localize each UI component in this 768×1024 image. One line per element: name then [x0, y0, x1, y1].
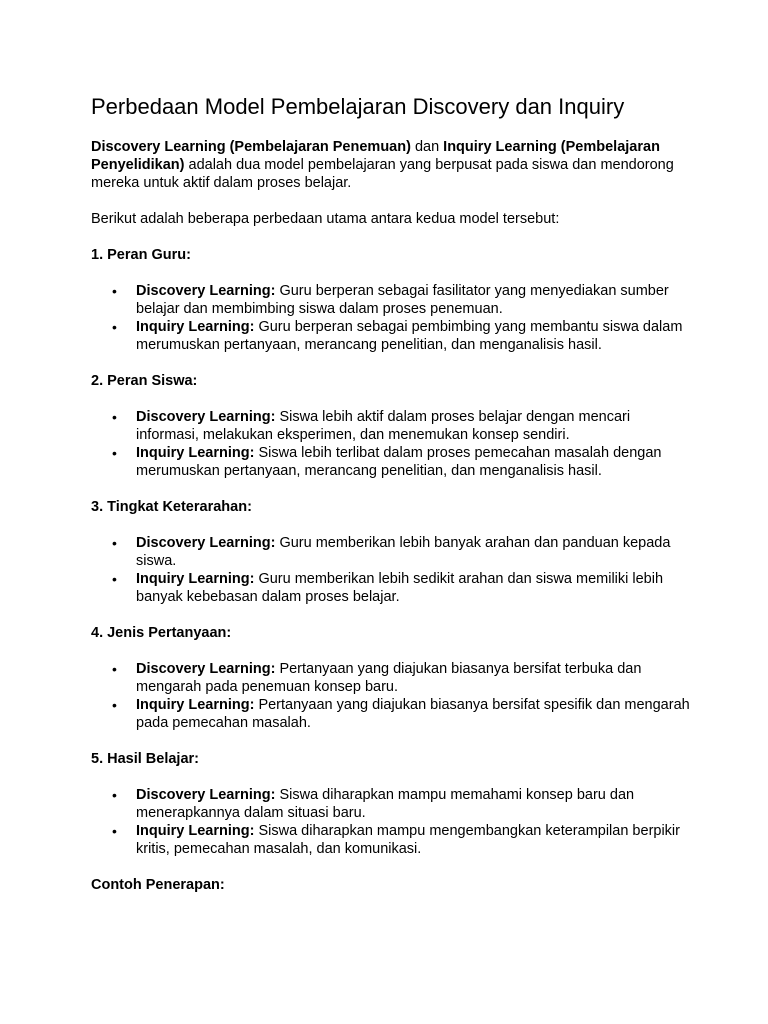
item-text: Guru berperan sebagai fasilitator yang menyediakan sumber belajar dan membimbing siswa dalam proses penemuan.: [136, 283, 669, 317]
lead-paragraph: Berikut adalah beberapa perbedaan utama antara kedua model tersebut:: [91, 211, 560, 227]
section-peran-siswa: [91, 372, 691, 480]
item-label: Inquiry Learning:: [136, 445, 255, 461]
list-item: [112, 534, 691, 570]
page-title: Perbedaan Model Pembelajaran Discovery dan Inquiry: [91, 94, 625, 119]
bullet-icon: •: [112, 535, 117, 551]
item-text: Siswa lebih terlibat dalam proses pemecahan masalah dengan merumuskan pertanyaan, merancang penelitian, dan menganalisis hasil.: [136, 445, 662, 479]
document-page: [91, 93, 691, 894]
item-label: Discovery Learning:: [136, 283, 276, 299]
section-heading: 3. Tingkat Keterarahan:: [91, 499, 252, 515]
list-item: [112, 786, 691, 822]
bullet-icon: •: [112, 661, 117, 677]
list-item: [112, 282, 691, 318]
item-text: Guru berperan sebagai pembimbing yang membantu siswa dalam merumuskan pertanyaan, merancang penelitian, dan menganalisis hasil.: [136, 319, 683, 353]
list-item: [112, 822, 691, 858]
item-label: Discovery Learning:: [136, 409, 276, 425]
section-jenis-pertanyaan: [91, 624, 691, 732]
list-item: [112, 570, 691, 606]
bullet-list: [91, 408, 691, 480]
bullet-list: [91, 282, 691, 354]
closing-heading: Contoh Penerapan:: [91, 877, 225, 893]
bullet-icon: •: [112, 409, 117, 425]
intro-conjunction: dan: [410, 139, 444, 155]
bullet-icon: •: [112, 787, 117, 803]
item-text: Siswa diharapkan mampu mengembangkan keterampilan berpikir kritis, pemecahan masalah, dan komunikasi.: [136, 823, 680, 857]
section-peran-guru: [91, 246, 691, 354]
item-text: Guru memberikan lebih banyak arahan dan panduan kepada siswa.: [136, 535, 671, 569]
list-item: [112, 318, 691, 354]
bullet-icon: •: [112, 697, 117, 713]
section-heading: 5. Hasil Belajar:: [91, 751, 199, 767]
section-heading: 4. Jenis Pertanyaan:: [91, 625, 232, 641]
bullet-icon: •: [112, 319, 117, 335]
list-item: [112, 660, 691, 696]
item-label: Inquiry Learning:: [136, 319, 255, 335]
list-item: [112, 444, 691, 480]
item-label: Inquiry Learning:: [136, 823, 255, 839]
intro-rest: adalah dua model pembelajaran yang berpusat pada siswa dan mendorong mereka untuk aktif dalam proses belajar.: [91, 157, 674, 191]
item-text: Pertanyaan yang diajukan biasanya bersifat terbuka dan mengarah pada penemuan konsep baru.: [136, 661, 642, 695]
intro-term-inquiry: Inquiry Learning (Pembelajaran Penyelidikan): [91, 139, 660, 173]
item-label: Inquiry Learning:: [136, 697, 255, 713]
intro-term-discovery: Discovery Learning (Pembelajaran Penemuan): [91, 139, 411, 155]
bullet-icon: •: [112, 283, 117, 299]
item-label: Discovery Learning:: [136, 535, 276, 551]
item-text: Pertanyaan yang diajukan biasanya bersifat spesifik dan mengarah pada pemecahan masalah.: [136, 697, 690, 731]
list-item: [112, 408, 691, 444]
item-label: Discovery Learning:: [136, 787, 276, 803]
bullet-list: [91, 786, 691, 858]
intro-paragraph: [91, 138, 691, 192]
list-item: [112, 696, 691, 732]
item-label: Discovery Learning:: [136, 661, 276, 677]
item-label: Inquiry Learning:: [136, 571, 255, 587]
bullet-list: [91, 534, 691, 606]
bullet-icon: •: [112, 823, 117, 839]
section-heading: 2. Peran Siswa:: [91, 373, 198, 389]
item-text: Guru memberikan lebih sedikit arahan dan siswa memiliki lebih banyak kebebasan dalam proses belajar.: [136, 571, 664, 605]
bullet-icon: •: [112, 571, 117, 587]
item-text: Siswa lebih aktif dalam proses belajar dengan mencari informasi, melakukan eksperimen, dan menemukan konsep sendiri.: [136, 409, 631, 443]
section-heading: 1. Peran Guru:: [91, 247, 191, 263]
bullet-icon: •: [112, 445, 117, 461]
section-hasil-belajar: [91, 750, 691, 858]
section-tingkat-keterarahan: [91, 498, 691, 606]
item-text: Siswa diharapkan mampu memahami konsep baru dan menerapkannya dalam situasi baru.: [136, 787, 635, 821]
bullet-list: [91, 660, 691, 732]
